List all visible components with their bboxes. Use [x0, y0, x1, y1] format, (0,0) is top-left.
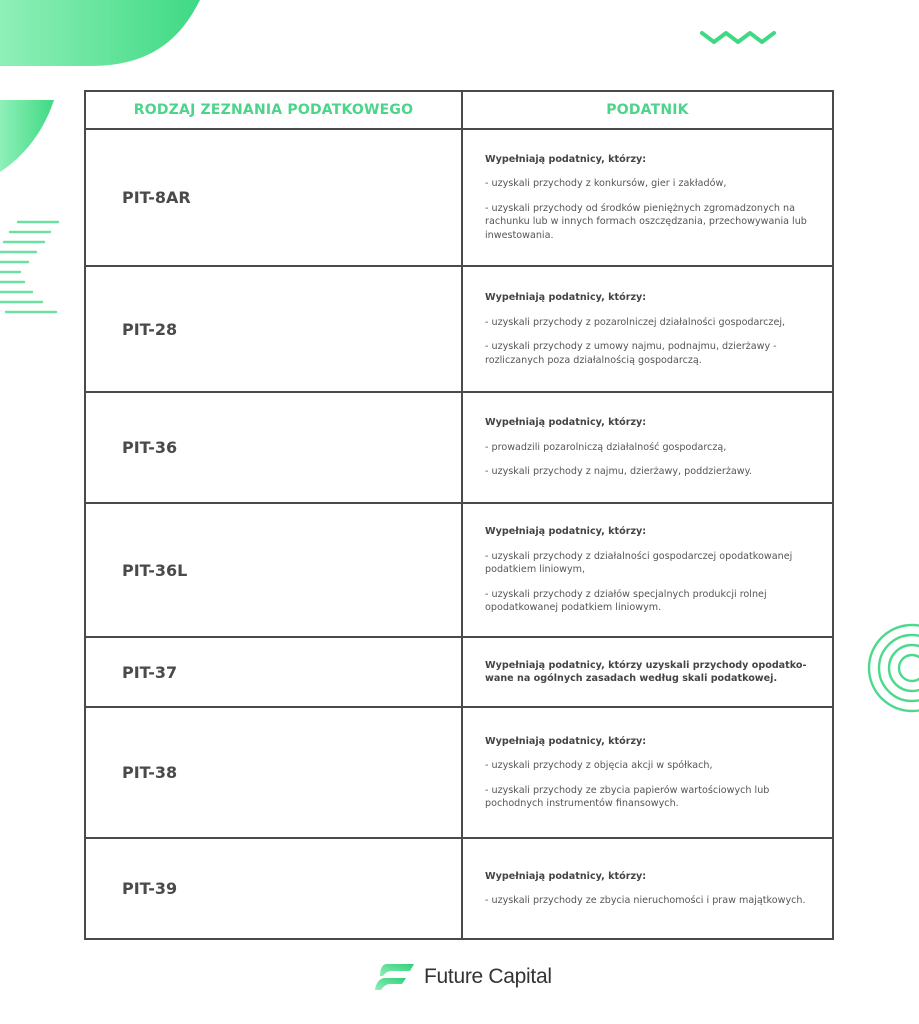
description-item: - uzyskali przychody z objęcia akcji w spółkach,: [485, 760, 713, 771]
table-header-row: [85, 91, 833, 129]
taxpayer-description: [462, 503, 833, 637]
description-intro: Wypełniają podatnicy, którzy:: [485, 153, 647, 165]
future-capital-logo-icon: [372, 962, 416, 992]
table-row: [85, 392, 833, 503]
description-intro: Wypełniają podatnicy, którzy:: [485, 526, 647, 538]
decorative-circles: [866, 622, 919, 714]
decorative-zigzag: [700, 28, 776, 48]
form-name: PIT-39: [85, 838, 462, 939]
description-item: - uzyskali przychody z działów specjalnych produkcji rolnej opodatkowanej podatkiem liniowym.: [485, 588, 767, 614]
decorative-blob-left: [0, 100, 56, 175]
description-intro: Wypełniają podatnicy, którzy:: [485, 292, 647, 303]
table-row: [85, 266, 833, 392]
taxpayer-description: [462, 392, 833, 503]
description-item: - prowadzili pozarolniczą działalność gospodarczą,: [485, 441, 727, 453]
form-name: PIT-28: [85, 266, 462, 392]
form-name: PIT-8AR: [85, 129, 462, 266]
description-item: - uzyskali przychody z działalności gospodarczej opodatkowanej podatkiem liniowym,: [485, 550, 793, 576]
header-taxpayer: PODATNIK: [462, 91, 833, 129]
description-intro: Wypełniają podatnicy, którzy:: [485, 870, 647, 882]
form-name: PIT-36L: [85, 503, 462, 637]
footer-logo: [372, 962, 552, 992]
taxpayer-description: [462, 266, 833, 392]
description-intro: Wypełniają podatnicy, którzy:: [485, 735, 647, 747]
brand-name: Future Capital: [424, 965, 552, 988]
description-item: - uzyskali przychody z umowy najmu, podnajmu, dzierżawy - rozliczanych poza działalnością gospodarczą.: [485, 341, 777, 366]
tax-declaration-table: [84, 90, 834, 940]
description-item: - uzyskali przychody od środków pieniężnych zgromadzonych na rachunku lub w innych formach oszczędzania, przechowywania lub inwestowania.: [485, 202, 807, 241]
description-intro: Wypełniają podatnicy, którzy:: [485, 417, 647, 429]
table-row: [85, 838, 833, 939]
table-row: [85, 129, 833, 266]
table-row: [85, 637, 833, 707]
form-name: PIT-37: [85, 637, 462, 707]
description-item: - uzyskali przychody z konkursów, gier i zakładów,: [485, 178, 727, 190]
decorative-stripes: [0, 218, 62, 320]
taxpayer-description: [462, 707, 833, 838]
header-declaration-type: RODZAJ ZEZNANIA PODATKOWEGO: [85, 91, 462, 129]
table-row: [85, 707, 833, 838]
table-row: [85, 503, 833, 637]
description-item: - uzyskali przychody z najmu, dzierżawy, poddzierżawy.: [485, 466, 752, 478]
description-full: Wypełniają podatnicy, którzy uzyskali przychody opodatko-wane na ogólnych zasadach według skali podatkowej.: [485, 659, 807, 684]
description-item: - uzyskali przychody z pozarolniczej działalności gospodarczej,: [485, 316, 786, 328]
decorative-blob-top: [0, 0, 205, 70]
form-name: PIT-38: [85, 707, 462, 838]
description-item: - uzyskali przychody ze zbycia papierów wartościowych lub pochodnych instrumentów finansowych.: [485, 784, 770, 809]
taxpayer-description: [462, 637, 833, 707]
form-name: PIT-36: [85, 392, 462, 503]
taxpayer-description: [462, 129, 833, 266]
description-item: - uzyskali przychody ze zbycia nieruchomości i praw majątkowych.: [485, 895, 806, 906]
taxpayer-description: [462, 838, 833, 939]
